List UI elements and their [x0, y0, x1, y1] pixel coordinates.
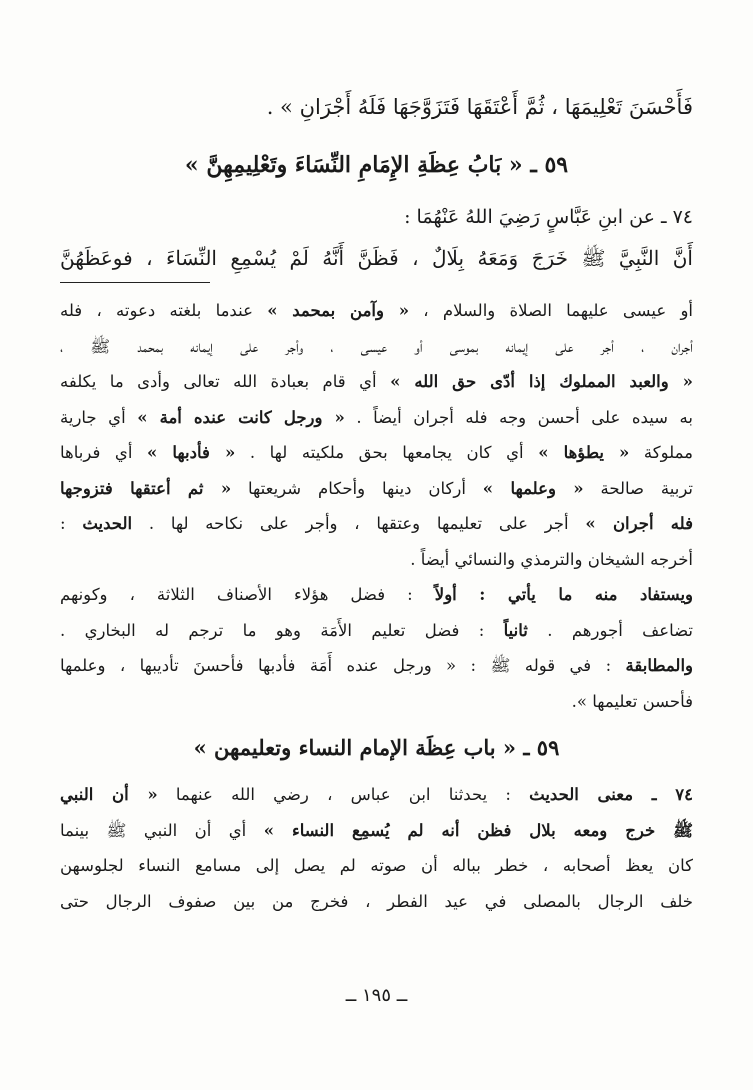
text-run: تضاعف أجورهم .	[527, 620, 693, 640]
text-run: أجر على تعليمها وعتقها ، وأجر على نكاحه لها .	[132, 514, 586, 533]
section-label: والمطابقة	[625, 656, 693, 675]
quoted-phrase: « فأدبها »	[147, 443, 236, 462]
commentary-block	[60, 293, 693, 719]
meaning-line	[60, 813, 693, 849]
commentary-line: أخرجه الشيخان والترمذي والنسائي أيضاً .	[410, 549, 693, 569]
section-label: ٧٤ ـ معنى الحديث	[529, 785, 693, 804]
section-label: ويستفاد منه ما يأتي : أولاً	[434, 585, 694, 604]
meaning-line: خلف الرجال بالمصلى في عيد الفطر ، فخرج من بين صفوف الرجال حتى	[60, 891, 693, 911]
quoted-phrase: « ورجل كانت عنده أمة »	[137, 407, 345, 427]
commentary-line	[60, 435, 693, 471]
text-run: أي فرباها	[60, 443, 147, 462]
hadith-text-line: أَنَّ النَّبِيَّ ﷺ خَرَجَ وَمَعَهُ بِلَالٌ ، فَظَنَّ أَنَّهُ لَمْ يُسْمِعِ النِّسَاءَ ، فوعَظَهُنَّ	[60, 246, 693, 270]
meaning-line	[60, 777, 693, 813]
commentary-line	[60, 293, 693, 329]
quoted-phrase: فله أجران »	[585, 514, 693, 533]
text-run: أو عيسى عليهما الصلاة والسلام ،	[409, 301, 694, 320]
quoted-phrase: « وآمن بمحمد »	[267, 301, 410, 320]
commentary-line	[60, 648, 693, 684]
footnote-separator	[60, 282, 210, 283]
text-run: مملوكة	[629, 443, 693, 462]
commentary-line: أجران ، أجر على إيمانه بموسى أو عيسى ، وأجر على إيمانه بمحمد ﷺ ،	[60, 336, 693, 356]
text-run: : فضل تعليم الأَمَة وهو ما ترجم له البخاري .	[60, 620, 504, 640]
text-run: أي قام بعبادة الله تعالى وأدى ما يكلفه	[60, 372, 391, 391]
text-run: به سيده على أحسن وجه فله أجران أيضاً .	[344, 407, 693, 427]
hadith-continuation-line: فَأَحْسَنَ تَعْلِيمَهَا ، ثُمَّ أَعْتَقَهَا فَتَزَوَّجَهَا فَلَهُ أَجْرَانِ » .	[266, 95, 693, 119]
meaning-line: كان يعظ أصحابه ، خطر بباله أن صوته لم يصل إلى مسامع النساء لجلوسهن	[60, 856, 693, 875]
quoted-phrase: ﷺ خرج ومعه بلال فظن أنه لم يُسمِع النساء »	[263, 820, 693, 840]
section-label: ثانياً	[503, 620, 528, 640]
hadith-narrator-line: ٧٤ ـ عن ابنِ عَبَّاسٍ رَضِيَ اللهُ عَنْهُمَا :	[404, 206, 693, 228]
commentary-line	[60, 613, 693, 649]
text-run: :	[60, 514, 83, 533]
quoted-phrase: « وعلمها »	[482, 478, 584, 498]
text-run: : فضل هؤلاء الأصناف الثلاثة ، وكونهم	[60, 585, 435, 604]
text-run: أي جارية	[60, 407, 138, 427]
chapter-heading: ٥٩ ـ « بَابُ عِظَةِ الإِمَامِ النِّسَاءَ وتَعْلِيمِهِنَّ »	[184, 152, 569, 178]
commentary-line	[60, 471, 693, 507]
text-run: أي أن النبي ﷺ بينما	[60, 820, 264, 840]
quoted-phrase: « والعبد المملوك إذا أدّى حق الله »	[390, 372, 693, 391]
commentary-line	[60, 506, 693, 542]
section-label: الحديث	[82, 514, 133, 533]
quoted-phrase: « ثم أعتقها فتزوجها	[60, 478, 232, 498]
commentary-line: فأحسن تعليمها ».	[571, 691, 693, 711]
text-run: : يحدثنا ابن عباس ، رضي الله عنهما	[157, 785, 530, 804]
text-run: عندما بلغته دعوته ، فله	[60, 301, 268, 320]
meaning-block	[60, 777, 693, 919]
commentary-line	[60, 364, 693, 400]
chapter-heading-repeat: ٥٩ ـ « باب عِظَة الإمام النساء وتعليمهن »	[193, 735, 560, 760]
quoted-phrase: « يطؤها »	[538, 443, 630, 462]
commentary-line	[60, 577, 693, 613]
text-run: تربية صالحة	[583, 478, 694, 498]
text-run: : في قوله ﷺ : « ورجل عنده أَمَة فأدبها فأحسنَ تأديبها ، وعلمها	[60, 656, 626, 675]
text-run: أي كان يجامعها بحق ملكيته لها .	[235, 443, 539, 462]
quoted-phrase: « أن النبي	[60, 785, 158, 804]
commentary-line	[60, 400, 693, 436]
text-run: أركان دينها وأحكام شريعتها	[231, 478, 483, 498]
page-number: ــ ١٩٥ ــ	[345, 985, 408, 1006]
